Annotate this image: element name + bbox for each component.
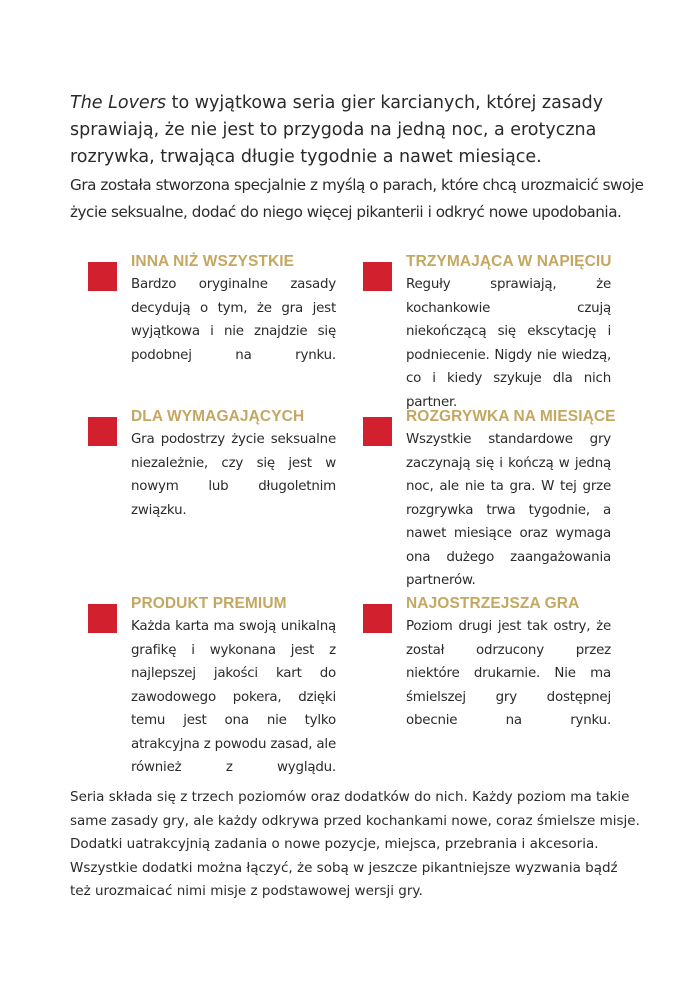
feature-heading: NAJOSTRZEJSZA GRA (406, 595, 580, 612)
feature-body: Wszystkie standardowe gry zaczynają się i kończą w jedną noc, ale nie ta gra. W tej grze rozgrywka trwa tygodnie, a nawet miesiące oraz wymaga ona dużego zaangażowania partnerów. (406, 432, 611, 588)
lead-paragraph: Gra została stworzona specjalnie z myślą o parach, które chcą urozmaicić swoje życie seksualne, dodać do niego więcej pikanterii i odkryć nowe upodobania. (70, 176, 644, 221)
game-title: The Lovers (70, 93, 167, 113)
feature-heading: INNA NIŻ WSZYSTKIE (131, 253, 295, 270)
feature-body: Bardzo oryginalne zasady decydują o tym, że gra jest wyjątkowa i nie znajdzie się podobnej na rynku. (131, 277, 336, 363)
red-square-bullet (88, 604, 117, 633)
feature-body: Gra podostrzy życie seksualne niezależnie, czy się jest w nowym lub długoletnim związku. (131, 432, 336, 518)
red-square-bullet (88, 417, 117, 446)
feature-heading: DLA WYMAGAJĄCYCH (131, 408, 305, 425)
feature-body: Reguły sprawiają, że kochankowie czują niekończącą się ekscytację i podniecenie. Nigdy nie wiedzą, co i kiedy szykuje dla nich partner. (406, 277, 611, 410)
red-square-bullet (363, 262, 392, 291)
feature-heading: PRODUKT PREMIUM (131, 595, 287, 612)
red-square-bullet (88, 262, 117, 291)
intro-text: to wyjątkowa seria gier karcianych, której zasady sprawiają, że nie jest to przygoda na jedną noc, a erotyczna rozrywka, trwająca długie tygodnie a nawet miesiące. (70, 93, 604, 167)
outro-paragraph: Seria składa się z trzech poziomów oraz dodatków do nich. Każdy poziom ma takie same zasady gry, ale każdy odkrywa przed kochankami nowe, coraz śmielsze misje. Dodatki uatrakcyjnią zadania o nowe pozycje, miejsca, przebrania i akcesoria. Wszystkie dodatki można łączyć, że sobą w jeszcze pikantniejsze wyzwania bądź też urozmaicać nimi misje z podstawowej wersji gry. (70, 789, 640, 899)
feature-heading: ROZGRYWKA NA MIESIĄCE (406, 408, 616, 425)
feature-body: Poziom drugi jest tak ostry, że został odrzucony przez niektóre drukarnie. Nie ma śmielszej gry dostępnej obecnie na rynku. (406, 619, 611, 728)
feature-heading: TRZYMAJĄCA W NAPIĘCIU (406, 253, 612, 270)
red-square-bullet (363, 417, 392, 446)
red-square-bullet (363, 604, 392, 633)
feature-body: Każda karta ma swoją unikalną grafikę i wykonana jest z najlepszej jakości kart do zawodowego pokera, dzięki temu jest ona nie tylko atrakcyjna z powodu zasad, ale również z wyglądu. (131, 619, 336, 775)
intro-paragraph (70, 90, 645, 171)
